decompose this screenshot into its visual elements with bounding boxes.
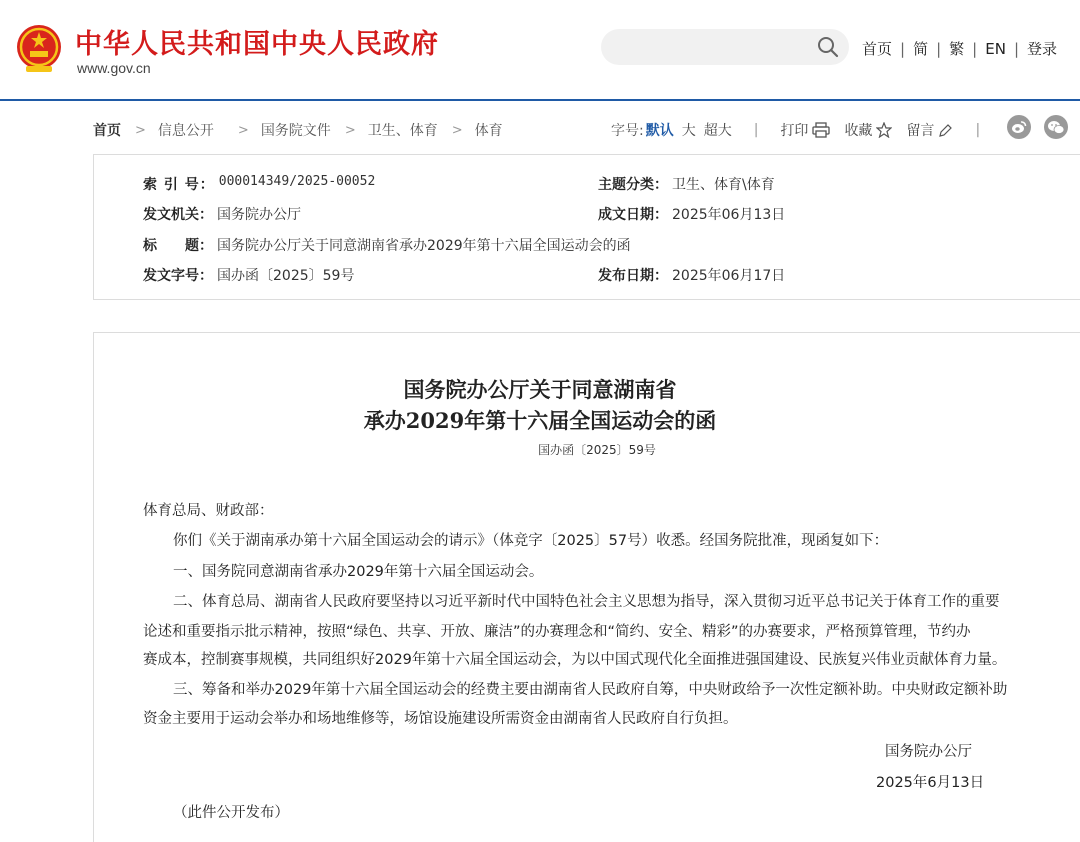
breadcrumb-bar: [0, 101, 1080, 154]
meta-issuer-label: 发文机关：: [143, 207, 213, 223]
chevron-right-icon: >: [451, 122, 463, 138]
nav-login[interactable]: 登录: [1027, 40, 1058, 58]
chevron-right-icon: >: [135, 122, 146, 138]
star-icon: [876, 122, 892, 138]
document-date: 2025年6月13日: [876, 775, 985, 791]
printer-icon: [812, 122, 830, 138]
chevron-right-icon: >: [237, 122, 249, 138]
weibo-glyph: [1011, 120, 1027, 134]
comment-button[interactable]: [906, 120, 953, 140]
meta-index: [143, 174, 375, 194]
breadcrumb-health-sports[interactable]: 卫生、体育: [367, 123, 438, 139]
nav-english[interactable]: EN: [985, 39, 1006, 58]
tools-separator: |: [753, 122, 759, 138]
font-size-xlarge[interactable]: 超大: [703, 123, 732, 139]
document-number: 国办函〔2025〕59号: [538, 443, 656, 457]
meta-title-value: 国务院办公厅关于同意湖南省承办2029年第十六届全国运动会的函: [217, 238, 631, 254]
wechat-glyph: [1047, 120, 1065, 135]
site-header: [0, 0, 1080, 100]
font-size-large[interactable]: 大: [681, 123, 696, 139]
site-title[interactable]: 中华人民共和国中央人民政府: [75, 29, 439, 60]
breadcrumb: [93, 120, 503, 140]
meta-docno: [143, 265, 354, 285]
page-tools: [611, 120, 980, 140]
meta-topic: [598, 174, 775, 194]
meta-topic-label: 主题分类：: [598, 177, 668, 193]
document-signer: 国务院办公厅: [885, 744, 972, 760]
document-paragraph-3-line-2: 论述和重要指示批示精神，按照“绿色、共享、开放、廉洁”的办赛理念和“简约、安全、精彩”的办赛要求，严格预算管理，节约办: [143, 624, 971, 640]
document-title-line-1: 国务院办公厅关于同意湖南省: [403, 377, 677, 402]
meta-issuer: [143, 204, 301, 224]
meta-written-label: 成文日期：: [598, 207, 668, 223]
wechat-icon[interactable]: [1044, 115, 1068, 139]
meta-topic-value: 卫生、体育\体育: [672, 177, 775, 193]
meta-index-label: 索 引 号：: [143, 177, 215, 193]
favorite-label: 收藏: [844, 123, 873, 139]
document-salutation: 体育总局、财政部：: [143, 503, 274, 519]
document-title-line-2: 承办2029年第十六届全国运动会的函: [363, 408, 717, 433]
chevron-right-icon: >: [344, 122, 356, 138]
search-input[interactable]: [615, 35, 805, 59]
nav-separator: |: [972, 39, 978, 58]
site-url[interactable]: www.gov.cn: [77, 60, 151, 76]
search-box: [601, 29, 849, 65]
print-button[interactable]: [780, 120, 830, 140]
nav-separator: |: [936, 39, 942, 58]
nav-traditional[interactable]: 繁: [949, 40, 965, 58]
breadcrumb-sports[interactable]: 体育: [474, 123, 503, 139]
breadcrumb-info-public[interactable]: 信息公开: [157, 123, 214, 139]
breadcrumb-state-council-docs[interactable]: 国务院文件: [260, 123, 331, 139]
meta-published-date: [598, 265, 785, 285]
pencil-icon: [938, 123, 953, 138]
nav-home[interactable]: 首页: [862, 40, 893, 58]
meta-published-value: 2025年06月17日: [672, 268, 786, 284]
national-emblem-icon[interactable]: [14, 22, 64, 76]
document-paragraph-3-line-1: 二、体育总局、湖南省人民政府要坚持以习近平新时代中国特色社会主义思想为指导，深入贯彻习近平总书记关于体育工作的重要: [173, 594, 1000, 610]
document-paragraph-2: 一、国务院同意湖南省承办2029年第十六届全国运动会。: [173, 564, 544, 580]
document-paragraph-1: 你们《关于湖南承办第十六届全国运动会的请示》（体竞字〔2025〕57号）收悉。经国务院批准，现函复如下：: [173, 533, 889, 549]
font-size-default[interactable]: 默认: [645, 123, 674, 139]
document-publish-note: （此件公开发布）: [173, 805, 289, 821]
meta-written-date: [598, 204, 785, 224]
meta-title: [143, 235, 631, 255]
meta-title-label: 标 题：: [143, 238, 213, 254]
breadcrumb-home[interactable]: 首页: [93, 123, 121, 139]
meta-written-value: 2025年06月13日: [672, 207, 786, 223]
document-paragraph-4-line-2: 资金主要用于运动会举办和场地维修等，场馆设施建设所需资金由湖南省人民政府自行负担。: [143, 711, 738, 727]
nav-simplified[interactable]: 简: [913, 40, 929, 58]
meta-index-value: 000014349/2025-00052: [218, 174, 376, 189]
nav-separator: |: [1013, 39, 1019, 58]
nav-separator: |: [900, 39, 906, 58]
top-nav: [862, 38, 1057, 59]
tools-separator: |: [975, 122, 981, 138]
weibo-icon[interactable]: [1007, 115, 1031, 139]
document-paragraph-3-line-3: 赛成本，控制赛事规模，共同组织好2029年第十六届全国运动会，为以中国式现代化全面推进强国建设、民族复兴伟业贡献体育力量。: [143, 652, 1007, 668]
document-paragraph-4-line-1: 三、筹备和举办2029年第十六届全国运动会的经费主要由湖南省人民政府自筹，中央财政给予一次性定额补助。中央财政定额补助: [173, 682, 1008, 698]
meta-docno-value: 国办函〔2025〕59号: [217, 268, 355, 284]
meta-docno-label: 发文字号：: [143, 268, 213, 284]
comment-label: 留言: [906, 123, 935, 139]
favorite-button[interactable]: [844, 120, 892, 140]
meta-issuer-value: 国务院办公厅: [217, 207, 301, 223]
print-label: 打印: [780, 123, 809, 139]
font-size-label: 字号:: [611, 123, 644, 139]
meta-published-label: 发布日期：: [598, 268, 668, 284]
search-icon[interactable]: [817, 36, 839, 58]
